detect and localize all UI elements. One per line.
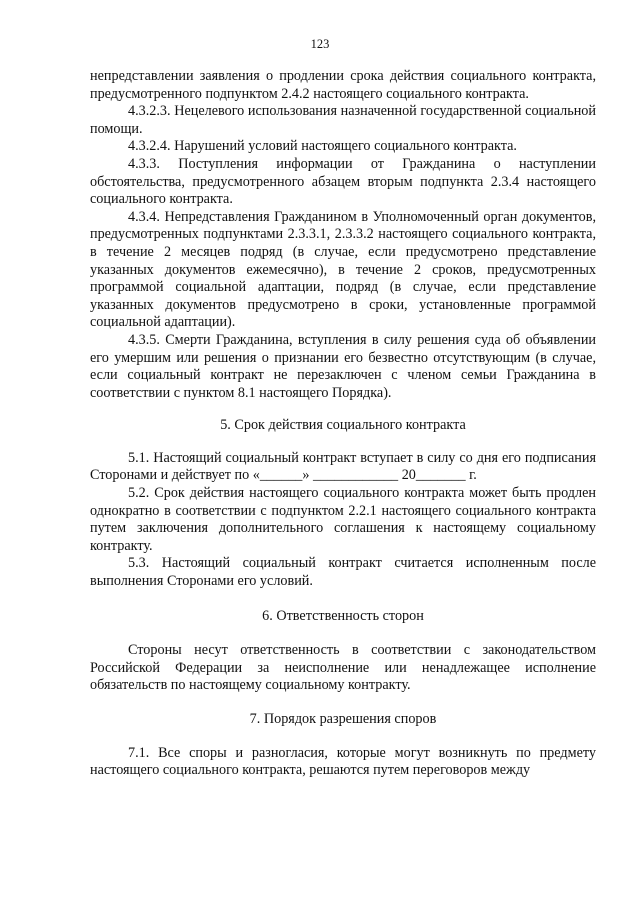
paragraph: 4.3.2.3. Нецелевого использования назначенной государственной социальной помощи. <box>90 103 596 137</box>
page-number: 123 <box>310 37 330 51</box>
section-heading: 7. Порядок разрешения споров <box>249 711 437 727</box>
paragraph: 7.1. Все споры и разногласия, которые могут возникнуть по предмету настоящего социального контракта, решаются путем переговоров между <box>90 744 596 779</box>
paragraph: 5.1. Настоящий социальный контракт вступает в силу со дня его подписания Сторонами и действует по «______» ____________ 20_______ г. <box>90 449 596 484</box>
paragraph: непредставлении заявления о продлении срока действия социального контракта, предусмотренного подпунктом 2.4.2 настоящего социального контракта. <box>90 68 596 102</box>
paragraph: 5.2. Срок действия настоящего социального контракта может быть продлен однократно в соответствии с подпунктом 2.2.1 настоящего социального контракта путем заключения дополнительного соглашения к настоящему социальному контракту. <box>90 485 596 554</box>
paragraph: 4.3.2.4. Нарушений условий настоящего социального контракта. <box>128 138 517 155</box>
section-heading: 5. Срок действия социального контракта <box>220 417 466 434</box>
document-body <box>90 68 596 780</box>
paragraph: 4.3.3. Поступления информации от Гражданина о наступлении обстоятельства, предусмотренного абзацем вторым подпункта 2.3.4 настоящего социального контракта. <box>90 155 596 208</box>
paragraph: 4.3.5. Смерти Гражданина, вступления в силу решения суда об объявлении его умершим или решения о признании его безвестно отсутствующим (в случае, если социальный контракт не перезаключен с членом семьи Гражданина в соответствии с пунктом 8.1 настоящего Порядка). <box>90 331 596 401</box>
paragraph: Стороны несут ответственность в соответствии с законодательством Российской Федерации за неисполнение или ненадлежащее исполнение обязательств по настоящему социальному контракту. <box>90 642 596 694</box>
paragraph: 5.3. Настоящий социальный контракт считается исполненным после выполнения Сторонами его условий. <box>90 555 596 590</box>
section-heading: 6. Ответственность сторон <box>262 607 424 624</box>
paragraph: 4.3.4. Непредставления Гражданином в Уполномоченный орган документов, предусмотренных подпунктами 2.3.3.1, 2.3.3.2 настоящего социального контракта, в течение 2 месяцев подряд (в случае, если предусмотрено представление указанных документов ежемесячно), в течение 2 сроков, предусмотренных программой социальной адаптации, подряд (в случае, если представление указанных документов предусмотрено в сроки, установленные программой социальной адаптации). <box>90 208 596 331</box>
